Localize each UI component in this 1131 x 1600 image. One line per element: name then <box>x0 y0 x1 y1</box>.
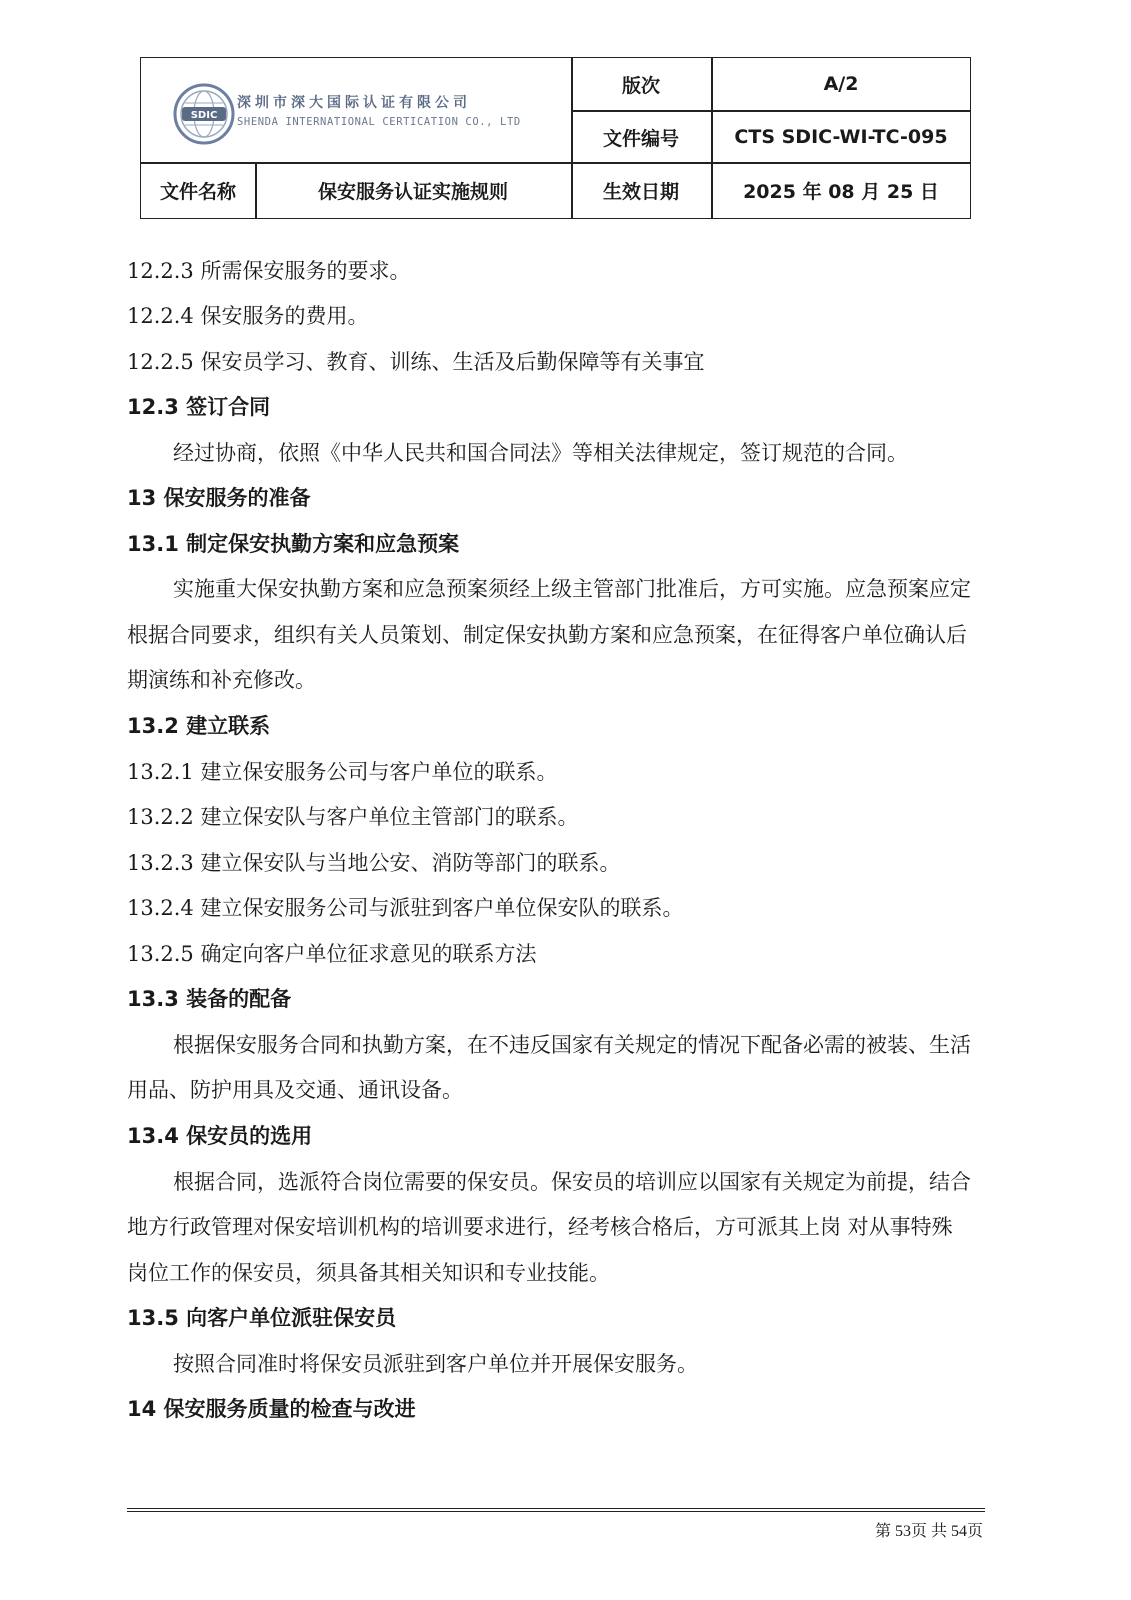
body-line: 13.2.3 建立保安队与当地公安、消防等部门的联系。 <box>127 851 621 875</box>
body-line: 地方行政管理对保安培训机构的培训要求进行，经考核合格后，方可派其上岗 对从事特殊 <box>127 1215 953 1239</box>
document-header-table <box>140 57 971 219</box>
version-value: A/2 <box>823 73 859 95</box>
section-heading: 14 保安服务质量的检查与改进 <box>127 1397 416 1421</box>
body-line: 12.2.3 所需保安服务的要求。 <box>127 259 411 283</box>
doc-name-value: 保安服务认证实施规则 <box>317 181 508 203</box>
company-name-cn: 深圳市深大国际认证有限公司 <box>237 95 471 111</box>
doc-number-value: CTS SDIC-WI-TC-095 <box>734 126 948 148</box>
company-logo-icon <box>173 83 235 145</box>
section-heading: 13.5 向客户单位派驻保安员 <box>127 1306 397 1330</box>
section-heading: 12.3 签订合同 <box>127 395 271 419</box>
page-number: 第 53页 共 54页 <box>874 1523 983 1540</box>
section-heading: 13 保安服务的准备 <box>127 486 311 510</box>
section-heading: 13.1 制定保安执勤方案和应急预案 <box>127 532 460 556</box>
effective-date-label: 生效日期 <box>602 181 679 203</box>
body-line: 13.2.5 确定向客户单位征求意见的联系方法 <box>127 942 537 966</box>
body-line: 用品、防护用具及交通、通讯设备。 <box>127 1078 463 1102</box>
body-line: 期演练和补充修改。 <box>127 668 316 692</box>
section-heading: 13.3 装备的配备 <box>127 987 292 1011</box>
body-line: 实施重大保安执勤方案和应急预案须经上级主管部门批准后，方可实施。应急预案应定 <box>173 577 971 601</box>
doc-number-label: 文件编号 <box>602 127 679 150</box>
body-line: 根据保安服务合同和执勤方案，在不违反国家有关规定的情况下配备必需的被装、生活 <box>173 1033 971 1057</box>
body-line: 根据合同要求，组织有关人员策划、制定保安执勤方案和应急预案，在征得客户单位确认后 <box>127 623 967 647</box>
footer-rule <box>127 1511 985 1512</box>
section-heading: 13.4 保安员的选用 <box>127 1124 313 1148</box>
doc-name-label: 文件名称 <box>159 181 236 203</box>
body-line: 根据合同，选派符合岗位需要的保安员。保安员的培训应以国家有关规定为前提，结合 <box>173 1170 971 1194</box>
body-line: 13.2.2 建立保安队与客户单位主管部门的联系。 <box>127 805 579 829</box>
section-heading: 13.2 建立联系 <box>127 714 271 738</box>
body-line: 12.2.5 保安员学习、教育、训练、生活及后勤保障等有关事宜 <box>127 350 705 374</box>
company-name-en: SHENDA INTERNATIONAL CERTICATION CO., LTD <box>237 116 521 128</box>
body-line: 12.2.4 保安服务的费用。 <box>127 304 369 328</box>
body-line: 13.2.1 建立保安服务公司与客户单位的联系。 <box>127 760 558 784</box>
body-line: 按照合同准时将保安员派驻到客户单位并开展保安服务。 <box>173 1352 698 1376</box>
body-line: 13.2.4 建立保安服务公司与派驻到客户单位保安队的联系。 <box>127 896 684 920</box>
effective-date-value: 2025 年 08 月 25 日 <box>743 181 939 203</box>
footer-rule <box>127 1508 985 1509</box>
company-logo-block <box>141 58 573 163</box>
svg-text:SDIC: SDIC <box>190 110 218 121</box>
body-line: 岗位工作的保安员，须具备其相关知识和专业技能。 <box>127 1261 610 1285</box>
body-line: 经过协商，依照《中华人民共和国合同法》等相关法律规定，签订规范的合同。 <box>173 441 908 465</box>
version-label: 版次 <box>621 74 660 97</box>
